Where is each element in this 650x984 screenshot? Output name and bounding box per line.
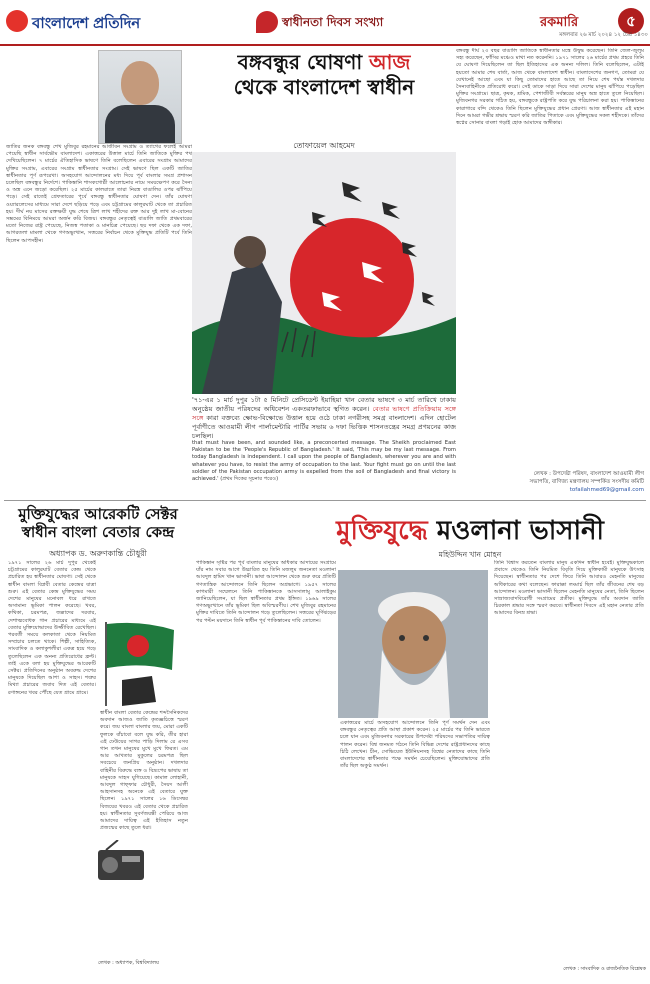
feature-right-column <box>456 48 644 496</box>
article2-author-note: লেখক : অধ্যাপক, বিশ্ববিদ্যালয় <box>98 960 159 966</box>
english-quote <box>192 440 456 496</box>
article3-column-3: তিনি বিশ্বাস করতেন বাংলার মানুষ একদিন স্বাধীন হবেই। মুক্তিযুদ্ধকালে প্রবাসে থেকেও তিনি নিয়মিত বিবৃতি দিয়ে মুক্তিকামী মানুষকে উৎসাহ দিয়েছেন। স্বাধীনতার পর দেশে ফিরে তিনি আবারও মেহনতি মানুষের অধিকারের কথা বলেছেন। ফারাক্কা লংমার্চ ছিল তাঁর জীবনের শেষ বড় আন্দোলন। মওলানা ভাসানী ছিলেন মেহনতি মানুষের নেতা, তিনি ছিলেন সাম্রাজ্যবাদবিরোধী সংগ্রামের প্রতীক। মুক্তিযুদ্ধে তাঁর অবদান জাতি চিরকাল শ্রদ্ধার সঙ্গে স্মরণ করবে। স্বাধীনতা দিবসে এই মহান নেতার প্রতি আমাদের বিনম্র শ্রদ্ধা। <box>494 560 644 617</box>
caption-lead: '৭১-এর ১ মার্চ দুপুর ১টা ৫ মিনিটে প্রেসিডেন্ট ইয়াহিয়া খান বেতার ভাষণে ৩ মার্চ তারিখে ঢাকায় অনুষ্ঠেয় জাতীয় পরিষদের অধিবেশন একতরফাভাবে স্থগিত করেন। <box>192 396 456 413</box>
article3-byline: মহিউদ্দিন খান মোহন <box>438 550 502 559</box>
masthead <box>0 0 650 46</box>
article3-headline-rest: মওলানা ভাসানী <box>427 516 604 546</box>
article3-headline-accent: মুক্তিযুদ্ধে <box>336 516 428 546</box>
article2-column-1: ১৯৭১ সালের ২৬ মার্চ দুপুর থেকেই চট্টগ্রামের কালুরঘাট বেতার কেন্দ্র থেকে প্রচারিত হয় স্বাধীনতার ঘোষণা। সেই থেকে স্বাধীন বাংলা বিপ্লবী বেতার কেন্দ্রের যাত্রা শুরু। এই বেতার কেন্দ্র মুক্তিযুদ্ধের সময় দেশের মানুষের মনোবল ধরে রাখতে অসামান্য ভূমিকা পালন করেছে। খবর, কথিকা, চরমপত্র, জল্লাদের দরবার, দেশাত্মবোধক গান প্রচারের মাধ্যমে এই বেতার মুক্তিযোদ্ধাদের উজ্জীবিত রেখেছিল। পরবর্তী সময়ে কলকাতা থেকে নিয়মিত সম্প্রচার চলতে থাকে। শিল্পী, সাহিত্যিক, সাংবাদিক ও কলাকুশলীরা একত্র হয়ে গড়ে তুলেছিলেন এক অনন্য প্রতিরোধের ফ্রন্ট। তাই একে বলা হয় মুক্তিযুদ্ধের আরেকটি সেক্টর। প্রতিদিনের অনুষ্ঠান অবরুদ্ধ দেশের মানুষকে দিয়েছিল আশা ও সাহস। শত্রুর মিথ্যা প্রচারের জবাব দিত এই বেতার। রণাঙ্গনের খবর পৌঁছে যেত গ্রামে গ্রামে। <box>8 560 96 696</box>
english-quote-tail: (প্রথম দিকের সূচনার পরেও) <box>220 476 279 483</box>
article2-byline: অধ্যাপক ড. অরুণকান্তি চৌধুরী <box>49 549 147 558</box>
bhasani-portrait <box>338 570 488 718</box>
bhasani-illustration <box>338 570 488 718</box>
leader-head <box>234 236 266 268</box>
section-name: রকমারি <box>540 15 579 30</box>
radio-icon <box>96 840 146 884</box>
headline-part2: থেকে বাংলাদেশ স্বাধীন <box>233 75 415 99</box>
dateline: মঙ্গলবার ২৬ মার্চ ২০২৪ ১২ চৈত্র ১৪৩০ <box>559 32 648 38</box>
article3-headline <box>300 510 640 554</box>
page-number: ৫ <box>618 8 644 34</box>
portrait-wrap-spacer <box>6 48 102 144</box>
headline-accent: আজ <box>369 50 411 74</box>
newspaper-logo[interactable] <box>6 8 146 36</box>
article3-author-note: লেখক : সাংবাদিক ও রাজনৈতিক বিশ্লেষক <box>563 966 646 972</box>
flag-icon <box>102 620 176 706</box>
writer-line-2: সভাপতি, বাণিজ্য মন্ত্রণালয় সম্পর্কিত সংসদীয় কমিটি <box>529 479 644 485</box>
portrait-suit <box>105 105 175 143</box>
feature-right-text: বঙ্গবন্ধু দীর্ঘ ২৩ বছর বাঙালি জাতিকে স্বাধীনতার মন্ত্রে উদ্বুদ্ধ করেছেন। তিনি জেল-জুলুম সহ্য করেছেন, ফাঁসির মঞ্চেও মাথা নত করেননি। ১৯৭১ সালের ২৬ মার্চের প্রথম প্রহরে তিনি যে ঘোষণা দিয়েছিলেন তা ছিল ইতিহাসের এক অনন্য দলিল। তিনি বলেছিলেন, এটাই হয়তো আমার শেষ বার্তা, আজ থেকে বাংলাদেশ স্বাধীন। বাংলাদেশের জনগণ, তোমরা যে যেখানেই আছো এবং যা কিছু তোমাদের হাতে আছে তা নিয়ে শেষ পর্যন্ত দখলদার সৈন্যবাহিনীকে প্রতিরোধ করো। সেই ডাকে সাড়া দিয়ে সারা দেশের মানুষ ঝাঁপিয়ে পড়েছিল মুক্তির সংগ্রামে। ছাত্র, কৃষক, শ্রমিক, পেশাজীবী সর্বস্তরের মানুষ অস্ত্র হাতে তুলে নিয়েছিল। মুজিবনগর সরকার গঠিত হয়, বঙ্গবন্ধুকে রাষ্ট্রপতি করে যুদ্ধ পরিচালনা করা হয়। পাকিস্তানের কারাগারে বন্দি থেকেও তিনি ছিলেন মুক্তিযুদ্ধের প্রধান প্রেরণা। আজ স্বাধীনতার এই মহান দিনে আমরা গভীর শ্রদ্ধায় স্মরণ করি জাতির পিতাকে এবং মুক্তিযুদ্ধের সকল শহীদকে। তাঁদের স্বপ্নের সোনার বাংলা গড়াই হোক আমাদের অঙ্গীকার। <box>456 48 644 127</box>
article2-column-2-text: স্বাধীন বাংলা বেতার কেন্দ্রের শব্দসৈনিকদের অবদান আজও জাতি কৃতজ্ঞচিত্তে স্মরণ করে। জয় বাংলা বাংলার জয়, মোরা একটি ফুলকে বাঁচাবো বলে যুদ্ধ করি, তীর হারা এই ঢেউয়ের সাগর পাড়ি দিলাম রে এসব গান তখন মানুষের মুখে মুখে ফিরত। এম আর আখতার মুকুলের চরমপত্র ছিল সবচেয়ে জনপ্রিয় অনুষ্ঠান। দখলদার বাহিনীর বিরুদ্ধে ব্যঙ্গ ও বিদ্রূপের ভাষায় তা মানুষকে সাহস যুগিয়েছে। কামাল লোহানী, আবদুল গাফ্ফার চৌধুরী, সৈয়দ আলী আহসানসহ অনেকে এই বেতারে যুক্ত ছিলেন। ১৯৭১ সালের ১৬ ডিসেম্বর বিজয়ের খবরও এই বেতার থেকে প্রচারিত হয়। স্বাধীনতার সুবর্ণজয়ন্তী পেরিয়ে আজ আমাদের দায়িত্ব এই ইতিহাস নতুন প্রজন্মের কাছে তুলে ধরা। <box>100 710 188 832</box>
feature-headline <box>194 48 454 128</box>
special-issue-title: স্বাধীনতা দিবস সংখ্যা <box>282 15 384 29</box>
caption-tail: কারা বক্তব্যে ক্ষোভ-বিক্ষোভে উত্তাল হয়ে ওঠে ঢাকা নগরীসহ সমগ্র বাংলাদেশ। এদিন হোটেল পূর্বাণীতে আওয়ামী লীগ পার্লামেন্টারি পার্টির সভায় ৬ দফা ভিত্তিক শাসনতন্ত্রের সমগ্র প্রণয়নের কাজ চলছিল। <box>192 414 456 440</box>
logo-name: বাংলাদেশ প্রতিদিন <box>32 14 140 32</box>
radio-illustration <box>96 840 146 884</box>
logo-emblem-icon <box>6 10 28 32</box>
feature-caption <box>192 396 456 441</box>
section-divider <box>4 500 646 501</box>
bangladesh-flag-illustration <box>102 620 176 706</box>
writer-credit <box>456 470 644 494</box>
caption-highlight: বেতার ভাষণে প্রতিক্রিয়ায় সঙ্গে সঙ্গে <box>192 405 456 422</box>
headline-part1: বঙ্গবন্ধুর ঘোষণা <box>237 50 370 74</box>
red-sun-disc <box>290 218 414 342</box>
face <box>382 606 446 674</box>
writer-line-1: লেখক : উপদেষ্টা পরিষদ, বাংলাদেশ আওয়ামী লীগ <box>533 471 644 477</box>
portrait-face <box>121 61 159 105</box>
article3-column-2-text: একাত্তরের মার্চে অসহযোগ আন্দোলনে তিনি পূর্ণ সমর্থন দেন এবং বঙ্গবন্ধুর নেতৃত্বের প্রতি আস্থা প্রকাশ করেন। ২৫ মার্চের পর তিনি ভারতে চলে যান এবং মুজিবনগর সরকারের উপদেষ্টা পরিষদের সভাপতির দায়িত্ব পালন করেন। বিশ্ব জনমত গঠনে তিনি বিভিন্ন দেশের রাষ্ট্রপ্রধানদের কাছে চিঠি লেখেন। চীন, সোভিয়েত ইউনিয়নসহ বিশ্বের নেতাদের কাছে তিনি বাংলাদেশের স্বাধীনতার পক্ষে সমর্থন চেয়েছিলেন। মুক্তিযোদ্ধাদের প্রতি তাঁর ছিল অকুণ্ঠ সমর্থন। <box>340 720 490 770</box>
flag-emblem-icon <box>256 11 278 33</box>
english-quote-text: that must have been, and sounded like, a preconcerted message. The Sheikh proclaimed East Pakistan to be the 'People's Republic of Bangladesh.' It said, 'This may be my last message. From today Bangladesh is independent. I call upon the people of Bangladesh, wherever you are and with whatever you have, to resist the army of occupation to the last. Your fight must go on until the last soldier of the Pakistan occupation army is expelled from the soil of Bangladesh and final victory is achieved.' <box>192 440 456 483</box>
feature-byline: তোফায়েল আহমেদ <box>293 141 355 150</box>
author-portrait <box>98 50 182 144</box>
feature-left-column <box>6 48 192 496</box>
special-issue-banner <box>256 8 421 36</box>
article3-column-1: পাকিস্তান সৃষ্টির পর পূর্ব বাংলার মানুষের অধিকার আদায়ের সংগ্রামে যাঁর নাম সবার আগে উচ্চারিত হয় তিনি মজলুম জননেতা মওলানা আবদুল হামিদ খান ভাসানী। ভাষা আন্দোলন থেকে শুরু করে প্রতিটি গণতান্ত্রিক আন্দোলনে তিনি ছিলেন অগ্রভাগে। ১৯৫৭ সালের কাগমারী সম্মেলনে তিনি পাকিস্তানকে আসসালামু আলাইকুম জানিয়েছিলেন, যা ছিল স্বাধীনতার প্রথম ইঙ্গিত। ১৯৬৯ সালের গণঅভ্যুত্থানে তাঁর ভূমিকা ছিল অবিস্মরণীয়। শেখ মুজিবুর রহমানের মুক্তির দাবিতে তিনি আন্দোলন গড়ে তুলেছিলেন। সত্তরের ঘূর্ণিঝড়ের পর পল্টন ময়দানে তিনি স্বাধীন পূর্ব পাকিস্তানের দাবি তোলেন। <box>196 560 336 624</box>
feature-left-text: জাতির জনক বঙ্গবন্ধু শেখ মুজিবুর রহমানের আজীবন সংগ্রাম ও ত্যাগের ফলেই আমরা পেয়েছি স্বাধীন সার্বভৌম বাংলাদেশ। একাত্তরের উত্তাল মার্চে তিনি জাতিকে মুক্তির পথ দেখিয়েছিলেন। ৭ মার্চের ঐতিহাসিক ভাষণে তিনি বলেছিলেন এবারের সংগ্রাম আমাদের মুক্তির সংগ্রাম, এবারের সংগ্রাম স্বাধীনতার সংগ্রাম। সেই ভাষণে ছিল একটি জাতির স্বাধীনতার পূর্ণ রূপরেখা। অসহযোগ আন্দোলনের মধ্য দিয়ে পূর্ব বাংলার সমগ্র প্রশাসন চলেছিল বঙ্গবন্ধুর নির্দেশে। পাকিস্তানি শাসকগোষ্ঠী আলোচনার নামে সময়ক্ষেপণ করে সৈন্য ও অস্ত্র এনে জড়ো করেছিল। ২৫ মার্চের কালরাতে তারা নিরস্ত্র বাঙালির ওপর ঝাঁপিয়ে পড়ে। সেই রাতেই গ্রেফতারের পূর্বে বঙ্গবন্ধু স্বাধীনতার ঘোষণা দেন। তাঁর ঘোষণা ওয়্যারলেসের মাধ্যমে সারা দেশে ছড়িয়ে পড়ে এবং চট্টগ্রামের কালুরঘাট থেকে তা প্রচারিত হয়। দীর্ঘ নয় মাসের রক্তক্ষয়ী যুদ্ধ শেষে ত্রিশ লাখ শহীদের রক্ত আর দুই লাখ মা-বোনের সম্ভ্রমের বিনিময়ে আমরা অর্জন করি বিজয়। বঙ্গবন্ধুর নেতৃত্বেই বাঙালি জাতি প্রথমবারের মতো নিজের রাষ্ট্র পেয়েছে, নিজস্ব পতাকা ও মানচিত্র পেয়েছে। ছয় দফা থেকে এক দফা, আগরতলা মামলা থেকে গণঅভ্যুত্থান, সত্তরের নির্বাচন থেকে মুক্তিযুদ্ধ প্রতিটি পর্বে তিনি ছিলেন আপসহীন। <box>6 144 192 244</box>
liberation-artwork <box>192 152 456 394</box>
feature-illustration <box>192 152 456 394</box>
article2-title: মুক্তিযুদ্ধের আরেকটি সেক্টর স্বাধীন বাংলা বেতার কেন্দ্র <box>18 505 178 541</box>
writer-email[interactable]: tofailahmed69@gmail.com <box>569 487 644 493</box>
feature-article <box>4 48 646 500</box>
article2-headline <box>8 505 188 541</box>
